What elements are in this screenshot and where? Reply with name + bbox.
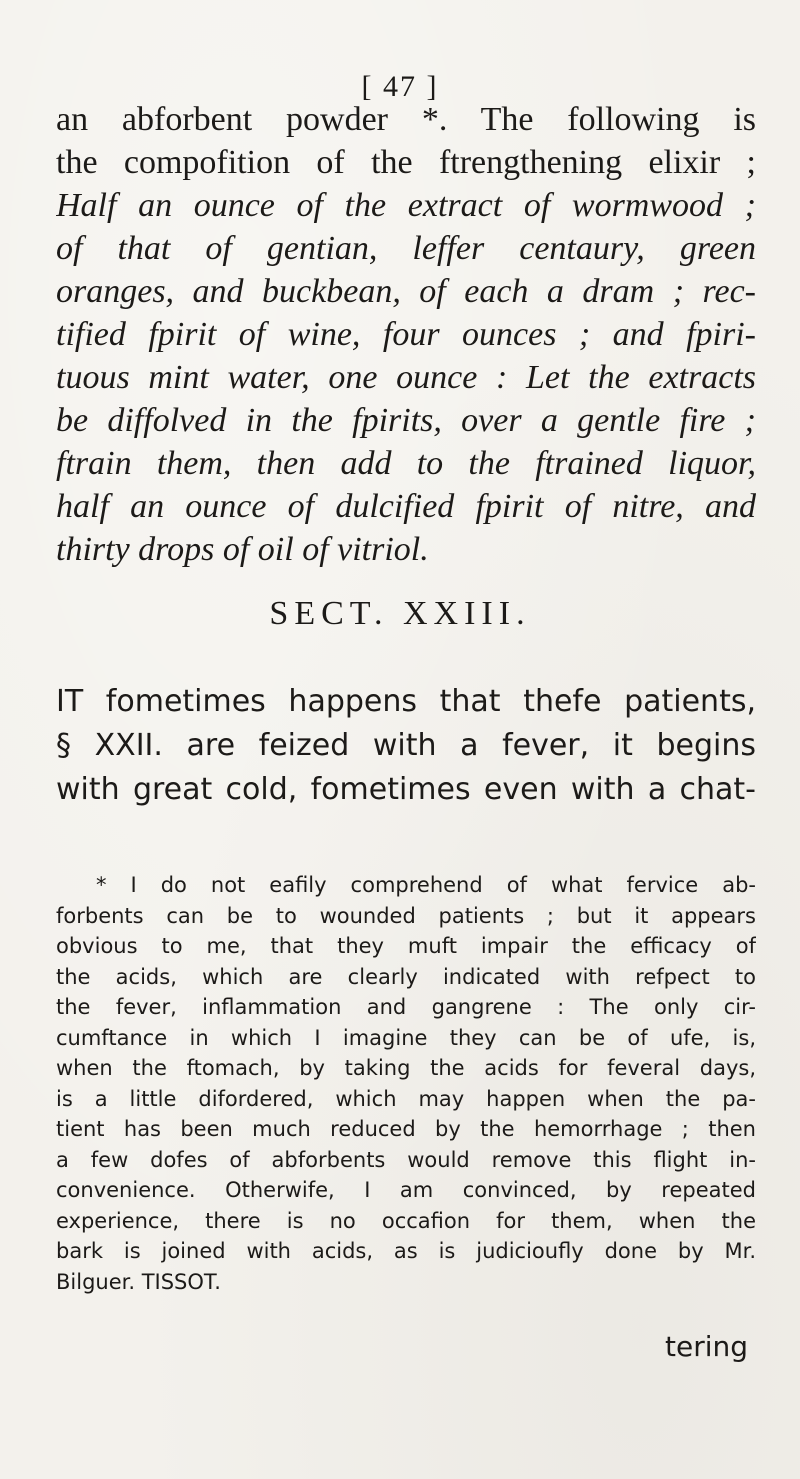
footnote-line: a few dofes of abforbents would remove this flight in-	[56, 1147, 756, 1172]
text-line: be diffolved in the fpirits, over a gentle fire ;	[56, 402, 756, 439]
footnote-line: tient has been much reduced by the hemorrhage ; then	[56, 1117, 756, 1141]
text-line: with great cold, fometimes even with a chat-	[56, 772, 756, 807]
footnote-line: Bilguer. TISSOT.	[56, 1269, 221, 1294]
text-line: half an ounce of dulcified fpirit of nitre, and	[56, 488, 756, 525]
text-line: tified fpirit of wine, four ounces ; and fpiri-	[56, 316, 756, 353]
footnote-line: * I do not eafily comprehend of what fervice ab-	[96, 873, 756, 897]
footnote-line: is a little difordered, which may happen when the pa-	[56, 1086, 756, 1111]
text-line: § XXII. are feized with a fever, it begins	[56, 728, 756, 763]
footnote-line: bark is joined with acids, as is judicioufly done by Mr.	[56, 1239, 756, 1263]
footnote-line: convenience. Otherwife, I am convinced, by repeated	[56, 1178, 756, 1202]
catchword: tering	[664, 1330, 748, 1363]
footnote-line: obvious to me, that they muft impair the efficacy of	[56, 934, 756, 958]
text-line: IT fometimes happens that thefe patients,	[56, 684, 756, 719]
footnote-line: the fever, inflammation and gangrene : The only cir-	[56, 995, 756, 1019]
section-paragraph	[56, 680, 756, 812]
text-line: an abforbent powder *. The following is	[56, 101, 756, 138]
text-line: Half an ounce of the extract of wormwood ;	[56, 187, 756, 224]
text-line: oranges, and buckbean, of each a dram ; rec-	[56, 273, 756, 310]
page-number-header: [ 47 ]	[361, 70, 439, 103]
footnote-line: the acids, which are clearly indicated with refpect to	[56, 964, 756, 989]
text-line: the compofition of the ftrengthening elixir ;	[56, 144, 756, 181]
footnote-line: when the ftomach, by taking the acids for feveral days,	[56, 1056, 756, 1080]
footnote-line: experience, there is no occafion for them, when the	[56, 1208, 756, 1233]
footnote-line: cumftance in which I imagine they can be of ufe, is,	[56, 1025, 756, 1050]
footnote	[56, 870, 756, 1297]
text-line: tuous mint water, one ounce : Let the extracts	[56, 359, 756, 396]
section-heading: SECT. XXIII.	[269, 595, 531, 632]
recipe-paragraph	[56, 98, 756, 571]
text-line: thirty drops of oil of vitriol.	[56, 531, 429, 568]
text-line: ftrain them, then add to the ftrained liquor,	[56, 445, 756, 482]
text-line: of that of gentian, leffer centaury, green	[56, 230, 756, 267]
footnote-line: forbents can be to wounded patients ; but it appears	[56, 903, 756, 928]
